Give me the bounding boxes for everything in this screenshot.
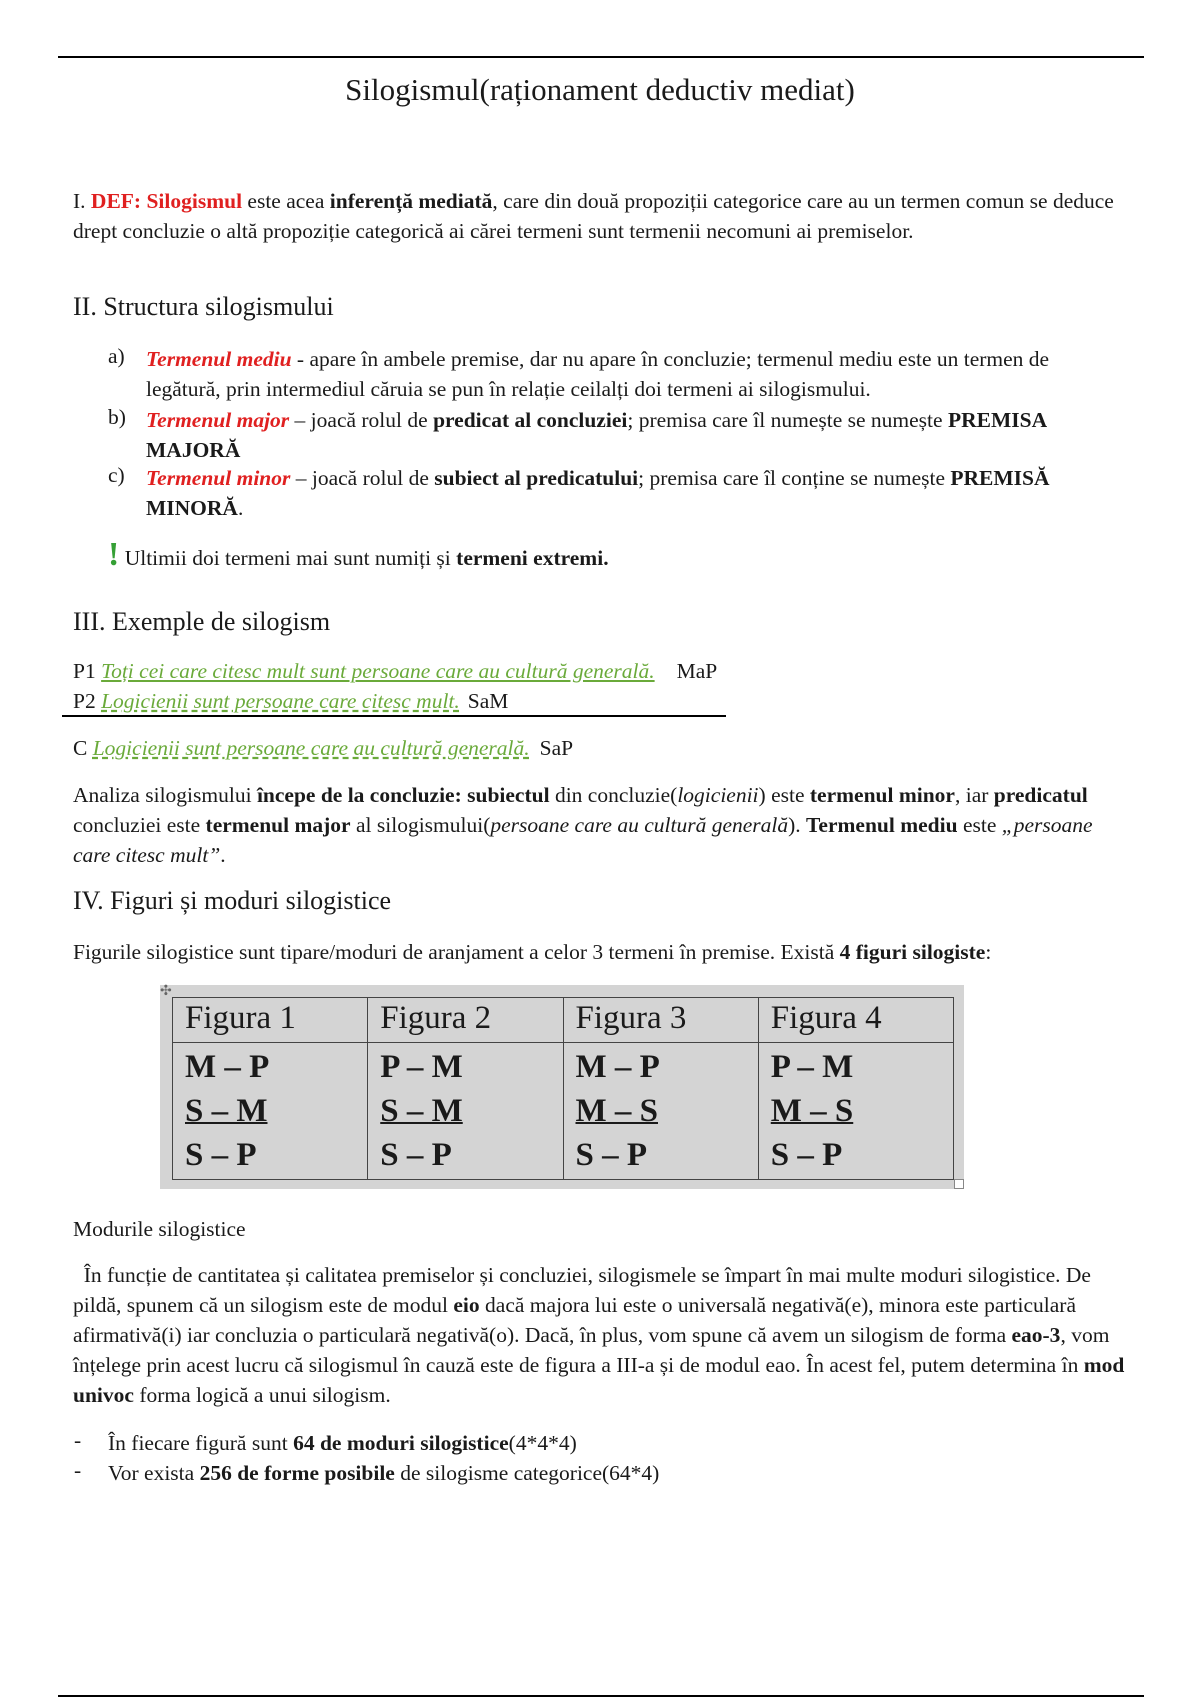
table-cell-figure-4 <box>758 1043 953 1180</box>
note-bold: termeni extremi. <box>456 546 609 570</box>
list-label-c: c) <box>108 463 125 487</box>
modes-bold-1: eio <box>453 1293 480 1317</box>
page-title: Silogismul(raționament deductiv mediat) <box>345 72 855 107</box>
analysis-text-8: este <box>957 813 1002 837</box>
modes-paragraph <box>73 1260 1137 1410</box>
term-middle: Termenul mediu <box>146 347 292 371</box>
premise-1-label: P1 <box>73 659 102 683</box>
definition-text-rest: , care din două propoziții categorice care au un termen comun se deduce drept concluzie o altă propoziție categorică ai cărei termeni sunt termenii necomuni ai premiselor. <box>73 189 1114 243</box>
bullet-bold: 256 de forme posibile <box>199 1461 395 1485</box>
table-header-row <box>173 998 954 1043</box>
analysis-text-6: al silogismului( <box>350 813 491 837</box>
analysis-italic-2: persoane care au cultură generală <box>490 813 789 837</box>
term-minor: Termenul minor <box>146 466 291 490</box>
list-label-b: b) <box>108 405 126 429</box>
term-major-text: – joacă rolul de <box>289 408 434 432</box>
modes-bold-2: eao-3 <box>1011 1323 1061 1347</box>
conclusion-divider <box>62 715 726 717</box>
bottom-rule <box>58 1695 1144 1697</box>
figures-table-container <box>160 985 964 1189</box>
term-major-bold: predicat al concluziei <box>433 408 628 432</box>
definition-paragraph <box>73 186 1133 246</box>
analysis-text-7: ). <box>788 813 807 837</box>
list-item-middle-term <box>146 344 1086 404</box>
analysis-bold-2: termenul minor <box>809 783 955 807</box>
definition-label: DEF: Silogismul <box>90 189 243 213</box>
major-premise-form: M – P <box>575 1049 660 1085</box>
premise-2-form: SaM <box>467 689 509 713</box>
section-figures-heading: IV. Figuri și moduri silogistice <box>73 886 392 915</box>
table-row <box>173 1043 954 1180</box>
modes-heading: Modurile silogistice <box>73 1217 246 1241</box>
list-item <box>108 1428 577 1458</box>
bullet-text: În fiecare figură sunt <box>108 1431 294 1455</box>
modes-text-2: dacă majora lui este o universală negativă(e), minora este particulară afirmativă(i) iar concluzia o particulară negativă(o). Dacă, în plus, vom spune că avem un silogism de forma <box>73 1293 1077 1347</box>
table-move-handle-icon[interactable]: ✣ <box>160 983 172 999</box>
table-header-cell: Figura 3 <box>563 998 758 1043</box>
analysis-text-9: . <box>220 843 226 867</box>
conclusion-form: S – P <box>575 1137 648 1173</box>
minor-premise-form: M – S <box>770 1093 854 1129</box>
term-minor-bold: subiect al predicatului <box>434 466 639 490</box>
note-text: Ultimii doi termeni mai sunt numiți și <box>119 546 457 570</box>
conclusion-label: C <box>73 736 93 760</box>
exclamation-icon: ! <box>108 536 120 573</box>
premise-2-text: Logicienii sunt persoane care citesc mult. <box>101 689 460 713</box>
analysis-italic-1: logicienii <box>677 783 759 807</box>
table-resize-handle-icon[interactable] <box>954 1179 964 1189</box>
major-premise-form: P – M <box>770 1049 854 1085</box>
definition-text: este acea <box>242 189 330 213</box>
premise-1-form: MaP <box>676 659 718 683</box>
definition-bold: inferență mediată <box>329 189 493 213</box>
analysis-text-1: Analiza silogismului <box>73 783 257 807</box>
major-premise-form: M – P <box>185 1049 270 1085</box>
conclusion-form: SaP <box>539 736 574 760</box>
figures-table <box>172 997 954 1180</box>
bullet-text-end: (4*4*4) <box>508 1431 577 1455</box>
table-cell-figure-3 <box>563 1043 758 1180</box>
table-header-cell: Figura 2 <box>368 998 563 1043</box>
analysis-text-5: concluziei este <box>73 813 206 837</box>
table-header-cell: Figura 4 <box>758 998 953 1043</box>
table-header-cell: Figura 1 <box>173 998 368 1043</box>
premise-2 <box>73 686 508 716</box>
term-major: Termenul major <box>146 408 290 432</box>
analysis-text-4: , iar <box>954 783 994 807</box>
table-cell-figure-1 <box>173 1043 368 1180</box>
premise-1-text: Toți cei care citesc mult sunt persoane care au cultură generală. <box>101 659 655 683</box>
minor-premise-form: S – M <box>185 1093 268 1129</box>
modes-text-3: , vom înțelege prin acest lucru că silogismul în cauză este de figura a III-a și de modul eao. În acest fel, putem determina în <box>73 1323 1110 1377</box>
bullet-text-end: de silogisme categorice(64*4) <box>394 1461 660 1485</box>
top-rule <box>58 56 1144 58</box>
table-cell-figure-2 <box>368 1043 563 1180</box>
term-middle-text: - apare în ambele premise, dar nu apare în concluzie; termenul mediu este un termen de legătură, prin intermediul căruia se pun în relație ceilalți doi termeni ai silogismului. <box>146 347 1050 401</box>
list-item-minor-term <box>146 463 1086 523</box>
analysis-text-3: ) este <box>758 783 810 807</box>
premise-minor: PREMISĂ MINORĂ <box>146 466 1050 520</box>
modes-text-4: forma logică a unui silogism. <box>133 1383 391 1407</box>
list-item <box>108 1458 659 1488</box>
note-extreme-terms <box>108 536 609 573</box>
analysis-bold-4: termenul major <box>205 813 351 837</box>
conclusion-text: Logicienii sunt persoane care au cultură generală. <box>92 736 530 760</box>
figures-intro-bold: 4 figuri silogiste <box>839 940 986 964</box>
conclusion-form: S – P <box>380 1137 452 1173</box>
premise-major: PREMISA MAJORĂ <box>146 408 1046 462</box>
figures-intro <box>73 937 1143 967</box>
analysis-paragraph <box>73 780 1135 870</box>
minor-premise-form: S – M <box>380 1093 463 1129</box>
definition-number: I. <box>73 189 91 213</box>
term-minor-text-2: ; premisa care îl conține se numește <box>638 466 951 490</box>
conclusion-form: S – P <box>185 1137 257 1173</box>
section-structure-heading: II. Structura silogismului <box>73 292 334 321</box>
bullet-dash: - <box>74 1458 82 1482</box>
term-minor-text: – joacă rolul de <box>290 466 435 490</box>
major-premise-form: P – M <box>380 1049 463 1085</box>
term-major-text-2: ; premisa care îl numește se numește <box>627 408 948 432</box>
modes-text-1: În funcție de cantitatea și calitatea premiselor și concluziei, silogismele se împart în mai multe moduri silogistice. De pildă, spunem că un silogism este de modul <box>73 1263 1097 1317</box>
analysis-bold-3: predicatul <box>993 783 1088 807</box>
section-examples-heading: III. Exemple de silogism <box>73 607 331 636</box>
conclusion-form: S – P <box>770 1137 843 1173</box>
list-label-a: a) <box>108 344 125 368</box>
bullet-dash: - <box>74 1428 82 1452</box>
modes-bold-3: mod univoc <box>73 1353 1125 1407</box>
premise-minor-end: . <box>237 496 244 520</box>
premise-1 <box>73 656 717 686</box>
analysis-bold-1: începe de la concluzie: subiectul <box>256 783 550 807</box>
analysis-text-2: din concluzie( <box>549 783 678 807</box>
bullet-text: Vor exista <box>108 1461 200 1485</box>
figures-intro-end: : <box>985 940 992 964</box>
analysis-bold-5: Termenul mediu <box>806 813 958 837</box>
conclusion <box>73 733 573 763</box>
list-item-major-term <box>146 405 1086 465</box>
premise-2-label: P2 <box>73 689 102 713</box>
minor-premise-form: M – S <box>575 1093 658 1129</box>
bullet-bold: 64 de moduri silogistice <box>293 1431 509 1455</box>
figures-intro-text: Figurile silogistice sunt tipare/moduri de aranjament a celor 3 termeni în premise. Există <box>73 940 840 964</box>
analysis-italic-3: „persoane care citesc mult” <box>73 813 1093 867</box>
